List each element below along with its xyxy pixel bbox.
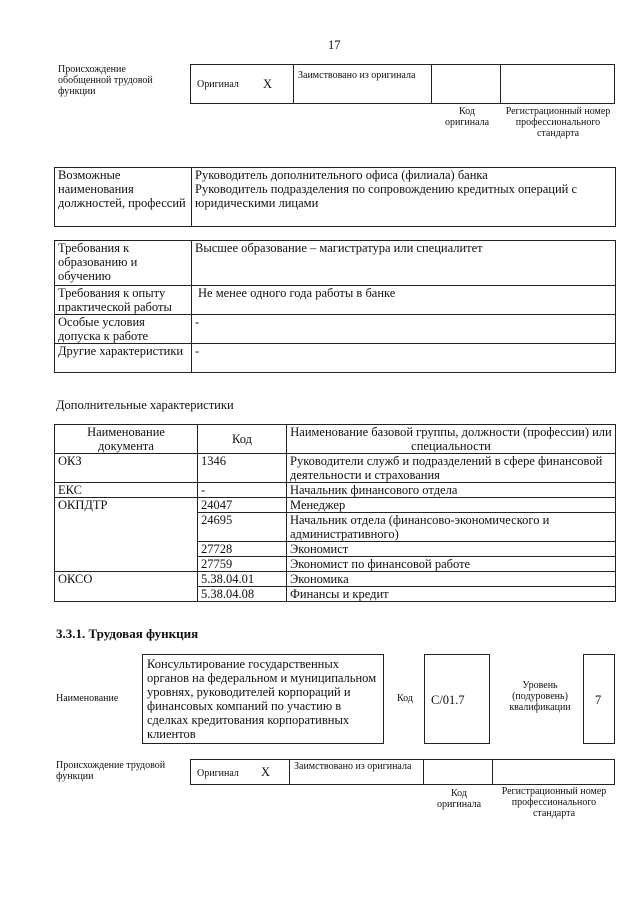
admission-value: - bbox=[192, 315, 616, 344]
original2-label: Оригинал bbox=[197, 768, 239, 779]
code-okpdtr-1: 24047 bbox=[198, 498, 287, 513]
code-eks: - bbox=[198, 483, 287, 498]
table-row bbox=[55, 572, 616, 587]
name-okso-1: Экономика bbox=[287, 572, 616, 587]
level-value: 7 bbox=[595, 693, 602, 707]
education-value: Высшее образование – магистратура или специалитет bbox=[192, 241, 616, 286]
original2-cell bbox=[190, 759, 290, 785]
experience-value: Не менее одного года работы в банке bbox=[192, 286, 616, 315]
admission-label: Особые условия допуска к работе bbox=[55, 315, 192, 344]
requirements-table bbox=[54, 240, 616, 373]
original-cell bbox=[190, 64, 294, 104]
table-row bbox=[55, 454, 616, 483]
reg-number-caption: Регистрационный номер профессионального стандарта bbox=[505, 106, 611, 139]
original2-mark: X bbox=[261, 765, 271, 779]
original-label: Оригинал bbox=[197, 79, 239, 90]
doc-okz: ОКЗ bbox=[55, 454, 198, 483]
function-name-box bbox=[142, 654, 384, 744]
original2-code-caption: Код оригинала bbox=[436, 788, 482, 810]
extra-table bbox=[54, 424, 616, 602]
origin-label: Происхождение обобщенной трудовой функции bbox=[58, 64, 153, 97]
code-okpdtr-3: 27728 bbox=[198, 542, 287, 557]
code-label: Код bbox=[397, 693, 413, 704]
original-code-caption: Код оригинала bbox=[444, 106, 490, 128]
name-okpdtr-4: Экономист по финансовой работе bbox=[287, 557, 616, 572]
header-code: Код bbox=[198, 425, 287, 454]
name-label: Наименование bbox=[56, 693, 119, 704]
doc-okso: ОКСО bbox=[55, 572, 198, 602]
experience-label: Требования к опыту практической работы bbox=[55, 286, 192, 315]
code-okpdtr-2: 24695 bbox=[198, 513, 287, 542]
other-value: - bbox=[192, 344, 616, 373]
positions-table bbox=[54, 167, 616, 227]
original2-code-cell bbox=[423, 759, 493, 785]
header-name: Наименование базовой группы, должности (профессии) или специальности bbox=[287, 425, 616, 454]
function-code-value: C/01.7 bbox=[431, 693, 465, 707]
page-number: 17 bbox=[328, 38, 341, 52]
borrowed2-cell bbox=[289, 759, 424, 785]
level-box bbox=[583, 654, 615, 744]
position-1: Руководитель дополнительного офиса (филиала) банка bbox=[195, 168, 488, 182]
original-mark: X bbox=[263, 77, 273, 91]
name-eks: Начальник финансового отдела bbox=[287, 483, 616, 498]
name-okpdtr-1: Менеджер bbox=[287, 498, 616, 513]
name-okpdtr-2: Начальник отдела (финансово-экономического и административного) bbox=[287, 513, 616, 542]
origin2-label: Происхождение трудовой функции bbox=[56, 760, 166, 782]
education-label: Требования к образованию и обучению bbox=[55, 241, 192, 286]
position-2: Руководитель подразделения по сопровождению кредитных операций с юридическими лицами bbox=[195, 182, 578, 210]
original-code-cell bbox=[431, 64, 501, 104]
borrowed-cell bbox=[293, 64, 432, 104]
level-label: Уровень (подуровень) квалификации bbox=[509, 680, 571, 713]
positions-label: Возможные наименования должностей, профессий bbox=[55, 168, 192, 227]
reg-number-cell bbox=[500, 64, 615, 104]
name-okso-2: Финансы и кредит bbox=[287, 587, 616, 602]
doc-okpdtr: ОКПДТР bbox=[55, 498, 198, 572]
header-document: Наименование документа bbox=[55, 425, 198, 454]
table-row bbox=[55, 498, 616, 513]
doc-eks: ЕКС bbox=[55, 483, 198, 498]
function-name-value: Консультирование государственных органов на федеральном и муниципальном уровнях, руководителей корпораций и финансовых компаний по участию в сделках кредитования корпоративных клиентов bbox=[147, 657, 377, 741]
function-code-box bbox=[424, 654, 490, 744]
other-label: Другие характеристики bbox=[55, 344, 192, 373]
borrowed2-label: Заимствовано из оригинала bbox=[294, 761, 412, 772]
section-title: 3.3.1. Трудовая функция bbox=[56, 626, 199, 641]
code-okso-2: 5.38.04.08 bbox=[198, 587, 287, 602]
code-okz: 1346 bbox=[198, 454, 287, 483]
code-okpdtr-4: 27759 bbox=[198, 557, 287, 572]
name-okz: Руководители служб и подразделений в сфере финансовой деятельности и страхования bbox=[287, 454, 616, 483]
reg2-number-cell bbox=[492, 759, 615, 785]
extra-title: Дополнительные характеристики bbox=[56, 398, 234, 412]
code-okso-1: 5.38.04.01 bbox=[198, 572, 287, 587]
reg2-number-caption: Регистрационный номер профессионального стандарта bbox=[501, 786, 607, 819]
borrowed-label: Заимствовано из оригинала bbox=[298, 70, 416, 81]
table-row bbox=[55, 483, 616, 498]
name-okpdtr-3: Экономист bbox=[287, 542, 616, 557]
